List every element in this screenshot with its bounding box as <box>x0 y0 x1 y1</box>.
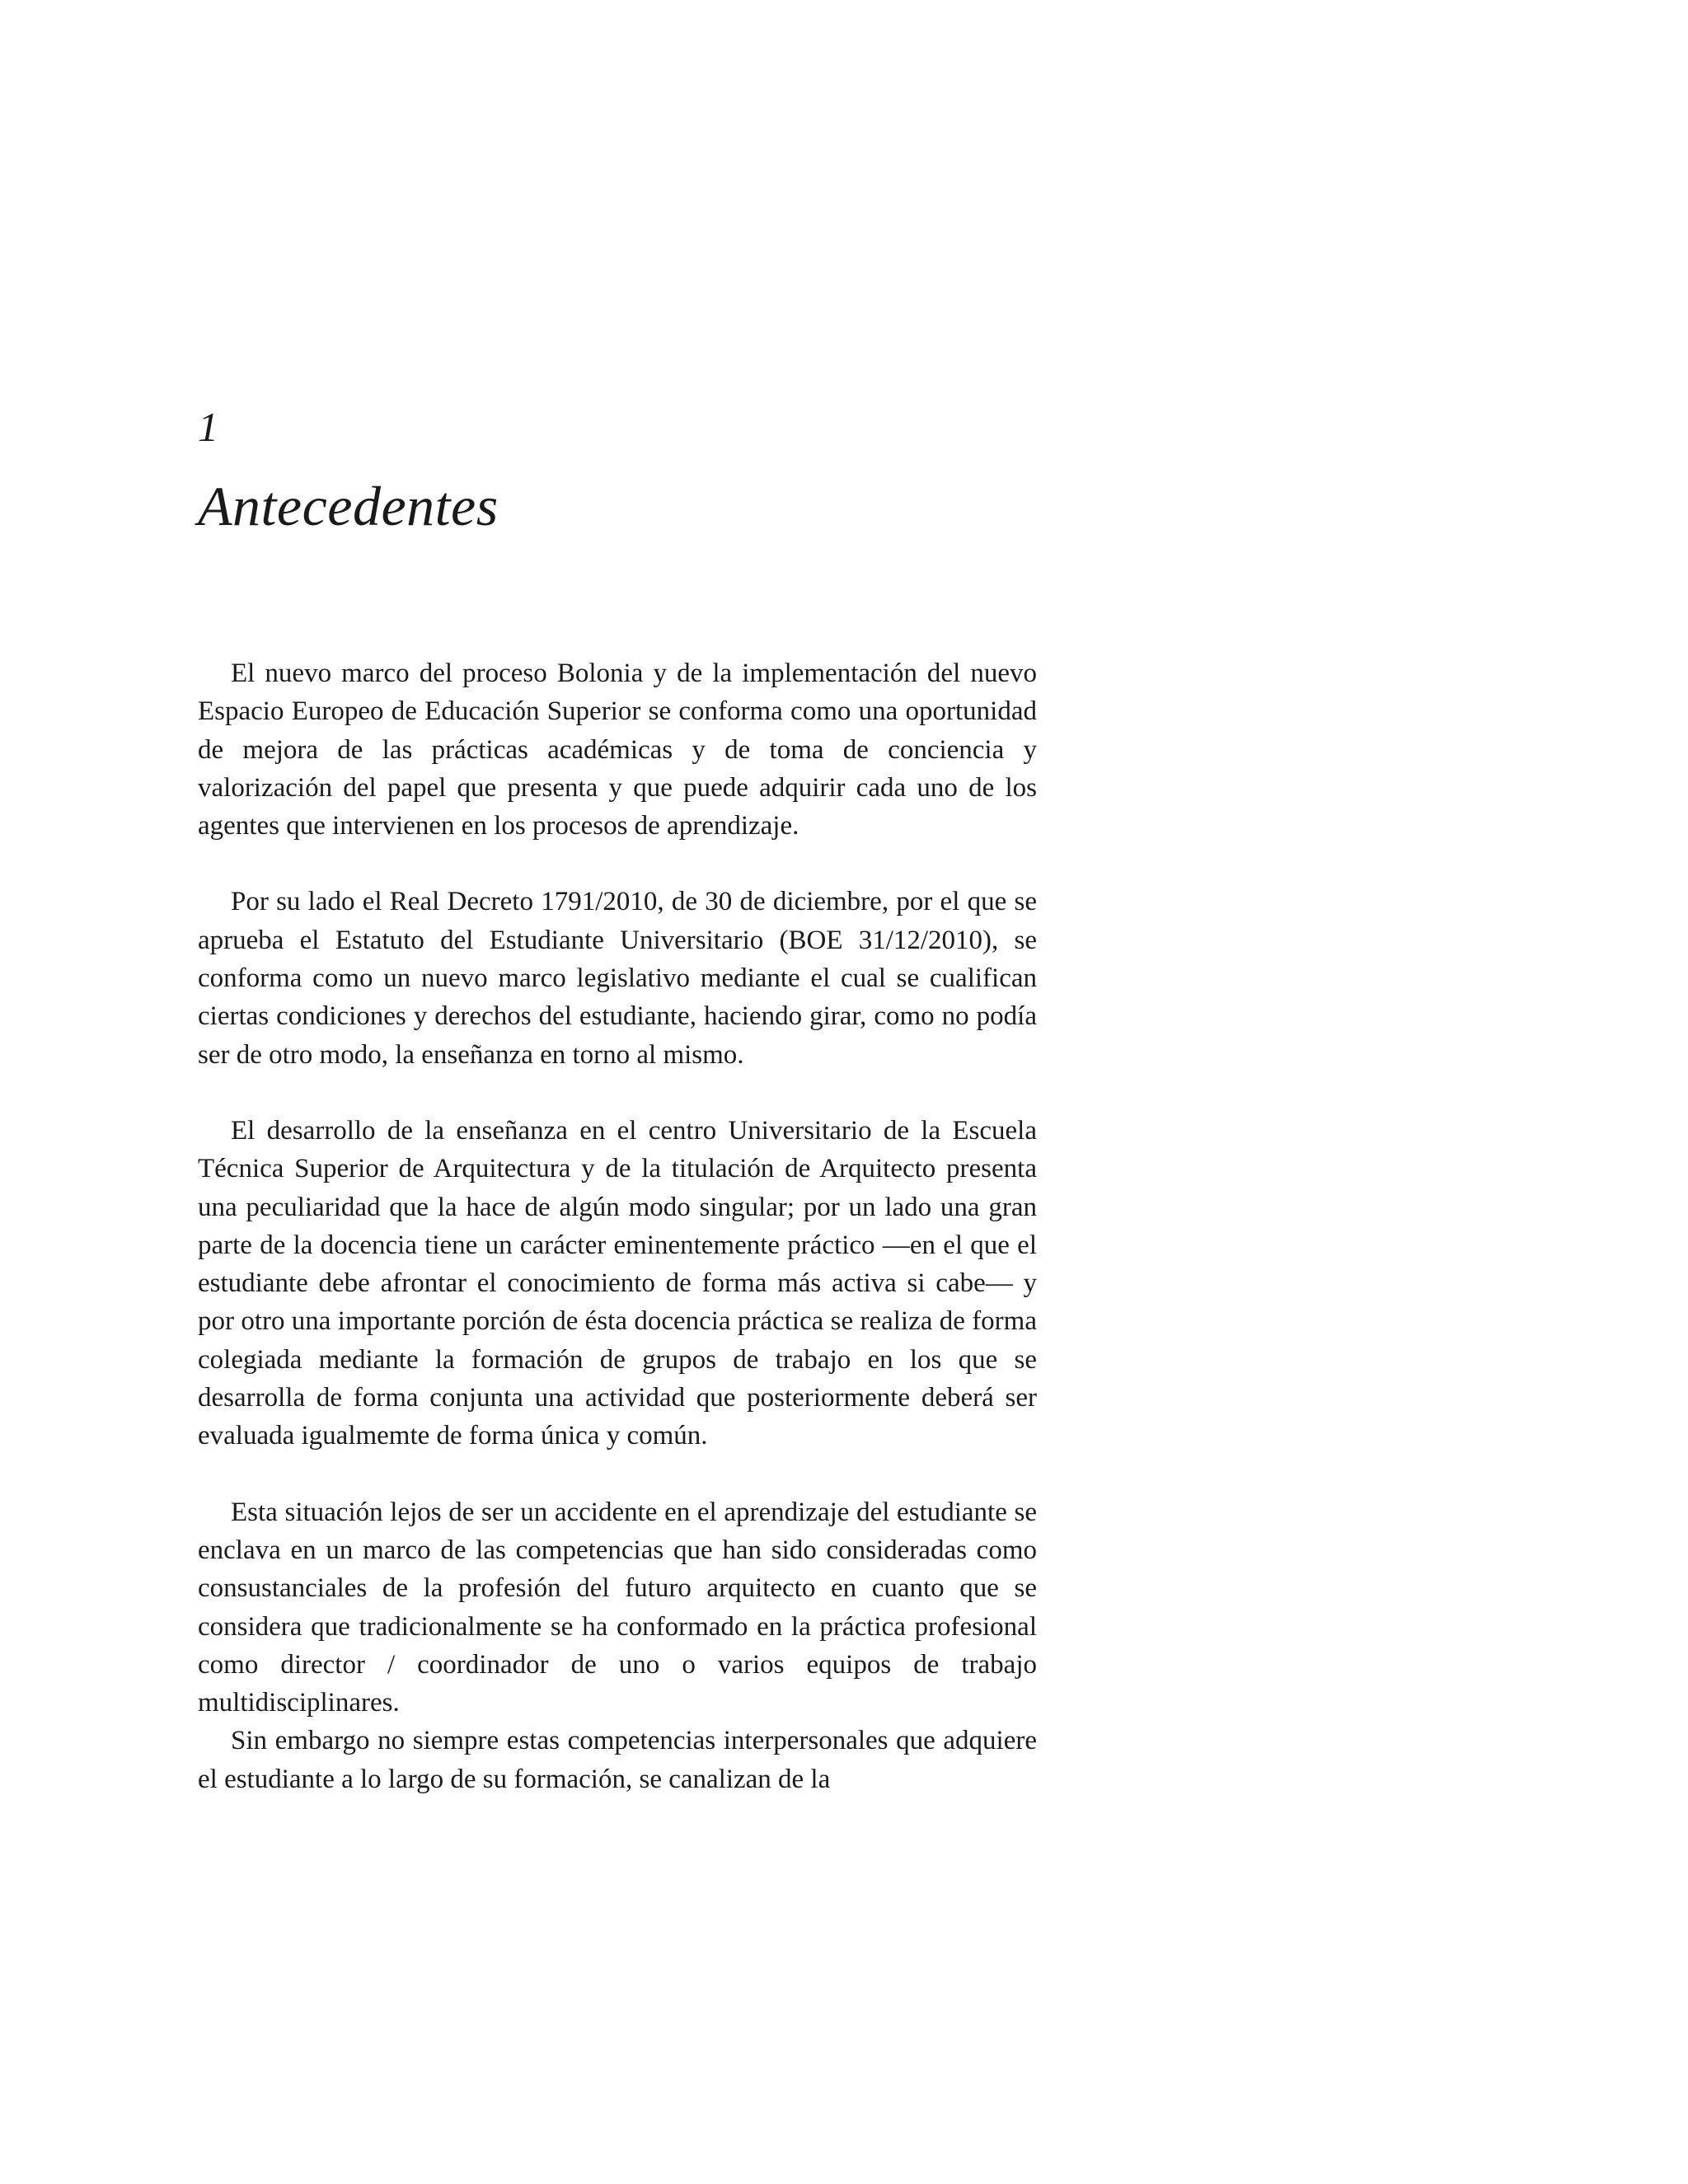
paragraph: Por su lado el Real Decreto 1791/2010, de 30 de diciembre, por el que se aprueba el Estatuto del Estudiante Universitario (BOE 31/12/2010), se conforma como un nuevo marco legislativo mediante el cual se cualifican ciertas condiciones y derechos del estudiante, haciendo girar, como no podía ser de otro modo, la enseñanza en torno al mismo. <box>198 887 1037 1070</box>
paragraph: El nuevo marco del proceso Bolonia y de la implementación del nuevo Espacio Europeo de Educación Superior se conforma como una oportunidad de mejora de las prácticas académicas y de toma de conciencia y valorización del papel que presenta y que puede adquirir cada uno de los agentes que intervienen en los procesos de aprendizaje. <box>198 658 1037 841</box>
body-text <box>198 654 1037 1798</box>
paragraph: Sin embargo no siempre estas competencias interpersonales que adquiere el estudiante a lo largo de su formación, se canalizan de la <box>198 1726 1037 1794</box>
chapter-title: Antecedentes <box>198 475 499 537</box>
paragraph: El desarrollo de la enseñanza en el centro Universitario de la Escuela Técnica Superior de Arquitectura y de la titulación de Arquitecto presenta una peculiaridad que la hace de algún modo singular; por un lado una gran parte de la docencia tiene un carácter eminentemente práctico —en el que el estudiante debe afrontar el conocimiento de forma más activa si cabe— y por otro una importante porción de ésta docencia práctica se realiza de forma colegiada mediante la formación de grupos de trabajo en los que se desarrolla de forma conjunta una actividad que posteriormente deberá ser evaluada igualmemte de forma única y común. <box>198 1115 1037 1451</box>
chapter-number: 1 <box>198 404 218 450</box>
paragraph: Esta situación lejos de ser un accidente en el aprendizaje del estudiante se enclava en un marco de las competencias que han sido consideradas como consustanciales de la profesión del futuro arquitecto en cuanto que se considera que tradicionalmente se ha conformado en la práctica profesional como director / coordinador de uno o varios equipos de trabajo multidisciplinares. <box>198 1497 1037 1718</box>
